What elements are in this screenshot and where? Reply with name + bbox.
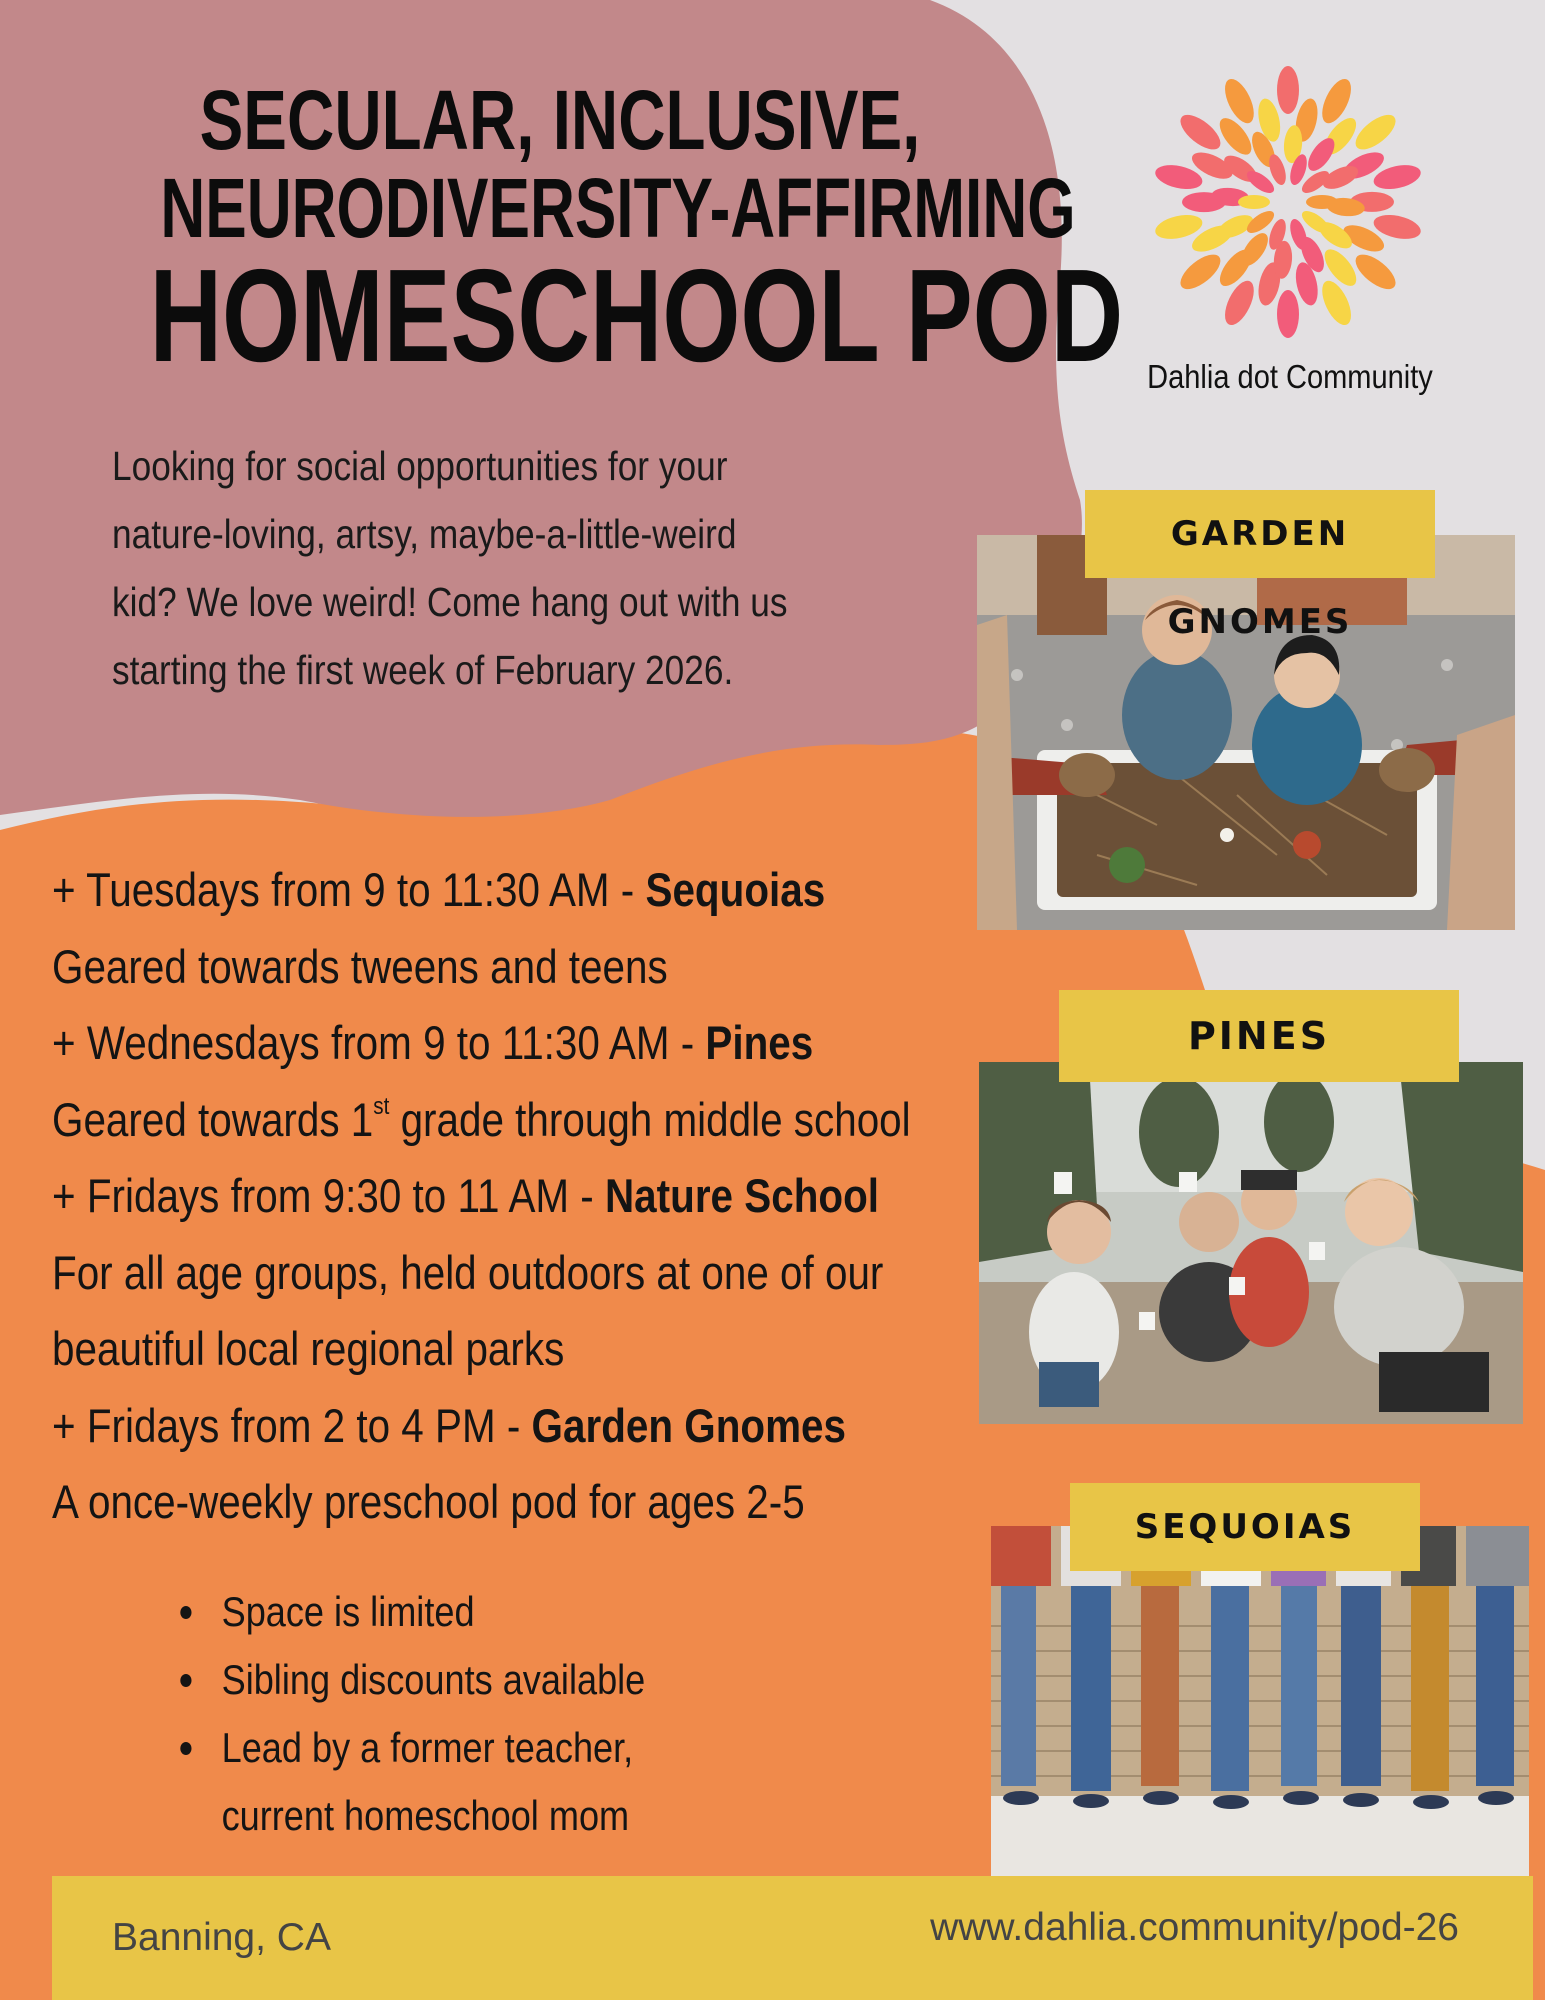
bullet-dot-icon [180,1606,191,1619]
logo-petal [1350,248,1401,295]
org-name: Dahlia dot Community [1147,358,1433,395]
group-name: Pines [705,1016,814,1069]
logo-petal [1238,195,1270,209]
bullet-text: Lead by a former teacher, [221,1724,634,1771]
intro-line: nature-loving, artsy, maybe-a-little-weird [112,511,737,557]
logo-petal [1277,66,1299,114]
list-item [170,1646,720,1714]
list-item-continuation [170,1782,720,1850]
headline-line-1: SECULAR, INCLUSIVE, [199,73,921,167]
bullet-dot-icon [180,1742,191,1755]
schedule-time: + Fridays from 9:30 to 11 AM - [52,1169,605,1222]
bullet-text: current homeschool mom [221,1792,630,1839]
headline-line-2: NEURODIVERSITY-AFFIRMING [160,161,1076,255]
sequoias-label: SEQUOIAS [1070,1483,1420,1571]
headline-line-3: HOMESCHOOL POD [149,242,1124,389]
bullet-text: Sibling discounts available [221,1656,646,1703]
pines-label: PINES [1059,990,1459,1082]
logo-petal [1175,248,1226,295]
bullet-text: Space is limited [221,1588,475,1635]
garden-gnomes-label: GARDEN GNOMES [1085,490,1435,578]
logo-petal [1277,290,1299,338]
dahlia-flower-icon [1138,52,1438,352]
group-name: Sequoias [645,863,826,916]
desc-text: grade through middle school [389,1092,911,1146]
intro-line: kid? We love weird! Come hang out with us [112,579,788,625]
schedule-row-sequoias [52,852,998,929]
schedule-time: + Tuesdays from 9 to 11:30 AM - [52,863,646,916]
schedule-list [52,852,998,1541]
schedule-desc [52,1082,998,1159]
group-name: Garden Gnomes [531,1398,847,1452]
feature-bullets [170,1578,720,1850]
group-name: Nature School [604,1169,879,1222]
intro-paragraph [112,432,788,704]
location-text: Banning, CA [112,1916,331,1959]
schedule-time: + Wednesdays from 9 to 11:30 AM - [52,1016,706,1069]
website-link[interactable]: www.dahlia.community/pod-26 [930,1906,1459,1949]
footer-bar [52,1876,1533,2000]
schedule-row-nature-school [52,1158,998,1235]
logo-petal [1175,109,1226,156]
sequoias-photo [991,1526,1529,1876]
intro-line: starting the first week of February 2026. [112,647,734,693]
pines-photo [979,1062,1523,1424]
logo-petal [1306,195,1338,209]
ordinal-suffix: st [373,1092,390,1120]
schedule-row-garden-gnomes [52,1388,998,1465]
desc-text: Geared towards 1 [52,1092,374,1146]
list-item [170,1578,720,1646]
schedule-time: + Fridays from 2 to 4 PM - [52,1398,532,1452]
schedule-desc: beautiful local regional parks [52,1322,565,1375]
schedule-desc: For all age groups, held outdoors at one of our [52,1245,884,1299]
intro-line: Looking for social opportunities for your [112,443,728,489]
schedule-desc: A once-weekly preschool pod for ages 2-5 [52,1475,805,1528]
bullet-dot-icon [180,1674,191,1687]
logo-petal [1350,109,1401,156]
schedule-desc: Geared towards tweens and teens [52,939,668,993]
list-item [170,1714,720,1782]
schedule-row-pines [52,1005,998,1082]
